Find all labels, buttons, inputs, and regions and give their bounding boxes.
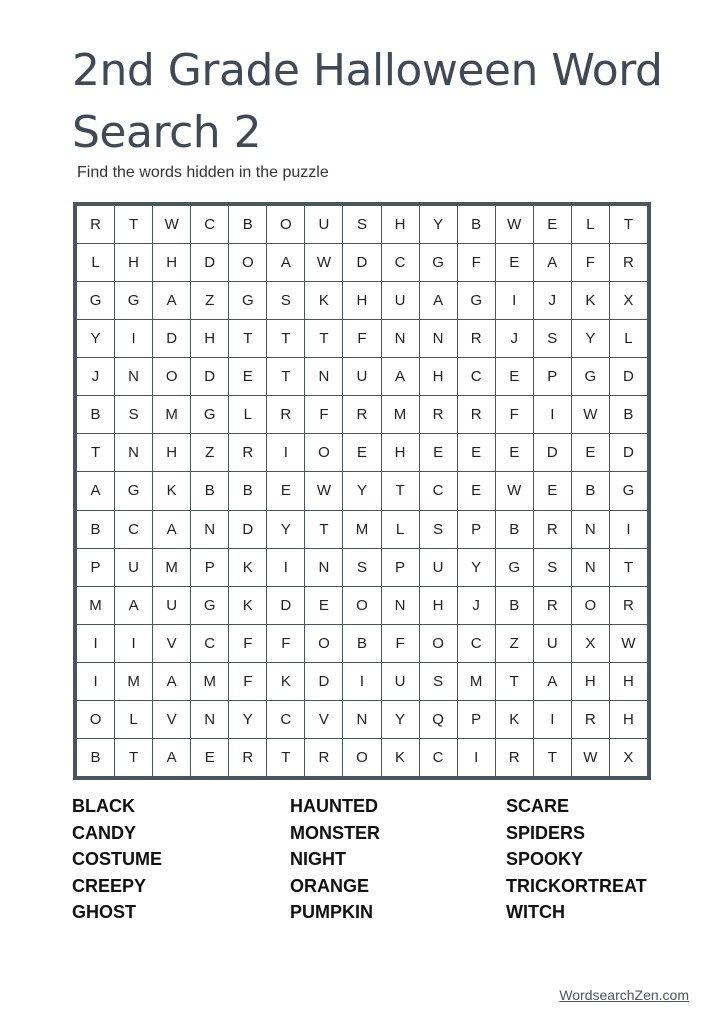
grid-row <box>77 434 648 472</box>
grid-cell[interactable]: C <box>115 510 153 548</box>
grid-cell[interactable]: H <box>191 320 229 358</box>
grid-cell[interactable]: I <box>533 700 571 738</box>
grid-cell[interactable]: N <box>305 358 343 396</box>
grid-cell[interactable]: S <box>533 320 571 358</box>
grid-cell[interactable]: H <box>609 662 647 700</box>
grid-cell[interactable]: G <box>457 282 495 320</box>
grid-cell[interactable]: P <box>457 700 495 738</box>
grid-cell[interactable]: N <box>381 586 419 624</box>
grid-cell[interactable]: X <box>609 738 647 776</box>
grid-cell[interactable]: W <box>153 206 191 244</box>
grid-cell[interactable]: S <box>343 548 381 586</box>
grid-cell[interactable]: E <box>457 434 495 472</box>
grid-cell[interactable]: L <box>77 244 115 282</box>
grid-cell[interactable]: I <box>609 510 647 548</box>
grid-cell[interactable]: T <box>533 738 571 776</box>
grid-cell[interactable]: N <box>115 434 153 472</box>
grid-cell[interactable]: A <box>533 244 571 282</box>
grid-cell[interactable]: Y <box>419 206 457 244</box>
grid-cell[interactable]: F <box>343 320 381 358</box>
grid-cell[interactable]: U <box>419 548 457 586</box>
grid-cell[interactable]: T <box>115 206 153 244</box>
grid-cell[interactable]: E <box>571 434 609 472</box>
grid-cell[interactable]: U <box>343 358 381 396</box>
grid-cell[interactable]: I <box>495 282 533 320</box>
puzzle-grid-frame <box>73 202 651 780</box>
grid-cell[interactable]: K <box>571 282 609 320</box>
grid-cell[interactable]: T <box>381 472 419 510</box>
grid-cell[interactable]: L <box>571 206 609 244</box>
grid-cell[interactable]: U <box>305 206 343 244</box>
grid-cell[interactable]: E <box>533 206 571 244</box>
grid-cell[interactable]: U <box>381 662 419 700</box>
grid-cell[interactable]: T <box>267 320 305 358</box>
grid-row <box>77 320 648 358</box>
grid-cell[interactable]: O <box>229 244 267 282</box>
grid-cell[interactable]: H <box>115 244 153 282</box>
grid-cell[interactable]: G <box>571 358 609 396</box>
grid-cell[interactable]: U <box>153 586 191 624</box>
grid-cell[interactable]: B <box>571 472 609 510</box>
grid-cell[interactable]: O <box>267 206 305 244</box>
word-item: CREEPY <box>72 875 147 896</box>
grid-cell[interactable]: N <box>381 320 419 358</box>
grid-cell[interactable]: R <box>571 700 609 738</box>
grid-cell[interactable]: F <box>229 662 267 700</box>
grid-cell[interactable]: B <box>343 624 381 662</box>
grid-cell[interactable]: B <box>609 396 647 434</box>
grid-cell[interactable]: Q <box>419 700 457 738</box>
grid-cell[interactable]: B <box>457 206 495 244</box>
grid-cell[interactable]: I <box>115 320 153 358</box>
grid-cell[interactable]: B <box>191 472 229 510</box>
grid-cell[interactable]: P <box>457 510 495 548</box>
grid-cell[interactable]: Y <box>77 320 115 358</box>
grid-cell[interactable]: T <box>229 320 267 358</box>
grid-cell[interactable]: H <box>153 434 191 472</box>
grid-cell[interactable]: B <box>77 396 115 434</box>
grid-cell[interactable]: T <box>495 662 533 700</box>
grid-cell[interactable]: T <box>267 738 305 776</box>
grid-cell[interactable]: I <box>115 624 153 662</box>
grid-cell[interactable]: T <box>115 738 153 776</box>
grid-cell[interactable]: H <box>153 244 191 282</box>
grid-cell[interactable]: E <box>267 472 305 510</box>
grid-cell[interactable]: H <box>419 358 457 396</box>
grid-cell[interactable]: D <box>343 244 381 282</box>
word-item: COSTUME <box>72 849 162 869</box>
grid-cell[interactable]: B <box>495 586 533 624</box>
grid-cell[interactable]: K <box>495 700 533 738</box>
grid-cell[interactable]: L <box>229 396 267 434</box>
grid-cell[interactable]: R <box>419 396 457 434</box>
word-item: BLACK <box>72 796 135 816</box>
grid-cell[interactable]: A <box>153 738 191 776</box>
subtitle: Find the words hidden in the puzzle <box>77 164 329 181</box>
grid-cell[interactable]: P <box>77 548 115 586</box>
grid-cell[interactable]: T <box>267 358 305 396</box>
grid-cell[interactable]: V <box>305 700 343 738</box>
grid-cell[interactable]: N <box>305 548 343 586</box>
grid-cell[interactable]: H <box>419 586 457 624</box>
grid-cell[interactable]: W <box>571 396 609 434</box>
grid-cell[interactable]: V <box>153 624 191 662</box>
grid-cell[interactable]: H <box>571 662 609 700</box>
grid-row <box>77 510 648 548</box>
grid-cell[interactable]: D <box>533 434 571 472</box>
grid-cell[interactable]: C <box>191 624 229 662</box>
grid-cell[interactable]: C <box>267 700 305 738</box>
grid-cell[interactable]: Y <box>229 700 267 738</box>
grid-cell[interactable]: F <box>571 244 609 282</box>
grid-cell[interactable]: T <box>305 510 343 548</box>
grid-cell[interactable]: I <box>267 548 305 586</box>
grid-cell[interactable]: R <box>457 320 495 358</box>
grid-cell[interactable]: Y <box>381 700 419 738</box>
word-item: TRICKORTREAT <box>506 875 647 896</box>
grid-cell[interactable]: R <box>495 738 533 776</box>
grid-cell[interactable]: F <box>457 244 495 282</box>
grid-cell[interactable]: Z <box>191 434 229 472</box>
word-column-3 <box>506 793 692 926</box>
grid-cell[interactable]: W <box>305 244 343 282</box>
grid-cell[interactable]: M <box>153 396 191 434</box>
grid-cell[interactable]: I <box>343 662 381 700</box>
grid-cell[interactable]: Y <box>343 472 381 510</box>
grid-cell[interactable]: I <box>533 396 571 434</box>
grid-cell[interactable]: J <box>457 586 495 624</box>
grid-row <box>77 548 648 586</box>
grid-cell[interactable]: W <box>495 472 533 510</box>
word-item: SPOOKY <box>506 849 584 869</box>
grid-row <box>77 396 648 434</box>
grid-cell[interactable]: I <box>457 738 495 776</box>
grid-cell[interactable]: O <box>343 586 381 624</box>
grid-cell[interactable]: R <box>77 206 115 244</box>
grid-cell[interactable]: E <box>419 434 457 472</box>
grid-row <box>77 244 648 282</box>
word-column-1 <box>72 793 290 926</box>
grid-cell[interactable]: A <box>153 282 191 320</box>
grid-cell[interactable]: O <box>77 700 115 738</box>
grid-cell[interactable]: T <box>609 548 647 586</box>
grid-cell[interactable]: E <box>533 472 571 510</box>
grid-cell[interactable]: O <box>153 358 191 396</box>
word-item: GHOST <box>72 902 137 922</box>
grid-cell[interactable]: L <box>115 700 153 738</box>
grid-cell[interactable]: S <box>419 510 457 548</box>
grid-cell[interactable]: U <box>115 548 153 586</box>
grid-cell[interactable]: H <box>609 700 647 738</box>
grid-cell[interactable]: J <box>533 282 571 320</box>
grid-cell[interactable]: U <box>533 624 571 662</box>
grid-cell[interactable]: T <box>305 320 343 358</box>
grid-cell[interactable]: C <box>381 244 419 282</box>
grid-row <box>77 662 648 700</box>
word-item: CANDY <box>72 822 137 843</box>
grid-row <box>77 700 648 738</box>
grid-cell[interactable]: B <box>77 738 115 776</box>
grid-cell[interactable]: A <box>381 358 419 396</box>
grid-cell[interactable]: M <box>77 586 115 624</box>
grid-cell[interactable]: W <box>495 206 533 244</box>
grid-cell[interactable]: B <box>495 510 533 548</box>
grid-cell[interactable]: N <box>343 700 381 738</box>
grid-cell[interactable]: C <box>419 738 457 776</box>
grid-cell[interactable]: B <box>77 510 115 548</box>
grid-cell[interactable]: P <box>533 358 571 396</box>
grid-cell[interactable]: F <box>267 624 305 662</box>
grid-cell[interactable]: L <box>609 320 647 358</box>
grid-cell[interactable]: G <box>77 282 115 320</box>
grid-cell[interactable]: K <box>305 282 343 320</box>
grid-cell[interactable]: K <box>229 586 267 624</box>
grid-cell[interactable]: E <box>229 358 267 396</box>
grid-cell[interactable]: D <box>267 586 305 624</box>
grid-cell[interactable]: N <box>419 320 457 358</box>
grid-cell[interactable]: K <box>153 472 191 510</box>
grid-cell[interactable]: I <box>267 434 305 472</box>
grid-cell[interactable]: W <box>609 624 647 662</box>
grid-cell[interactable]: G <box>115 282 153 320</box>
grid-cell[interactable]: G <box>191 396 229 434</box>
grid-cell[interactable]: N <box>571 548 609 586</box>
grid-cell[interactable]: E <box>495 244 533 282</box>
grid-cell[interactable]: R <box>267 396 305 434</box>
grid-cell[interactable]: R <box>305 738 343 776</box>
grid-cell[interactable]: A <box>153 510 191 548</box>
grid-cell[interactable]: M <box>457 662 495 700</box>
grid-cell[interactable]: F <box>495 396 533 434</box>
grid-cell[interactable]: Z <box>191 282 229 320</box>
grid-cell[interactable]: G <box>419 244 457 282</box>
word-item: MONSTER <box>290 822 380 843</box>
grid-cell[interactable]: I <box>77 662 115 700</box>
grid-cell[interactable]: P <box>191 548 229 586</box>
grid-cell[interactable]: J <box>77 358 115 396</box>
grid-cell[interactable]: E <box>495 434 533 472</box>
grid-row <box>77 358 648 396</box>
grid-cell[interactable]: K <box>267 662 305 700</box>
grid-cell[interactable]: N <box>191 510 229 548</box>
grid-cell[interactable]: T <box>77 434 115 472</box>
word-item: SCARE <box>506 796 570 816</box>
grid-cell[interactable]: R <box>343 396 381 434</box>
grid-row <box>77 624 648 662</box>
word-item: ORANGE <box>290 875 370 896</box>
word-item: HAUNTED <box>290 796 378 816</box>
grid-cell[interactable]: B <box>229 472 267 510</box>
grid-cell[interactable]: R <box>229 434 267 472</box>
grid-cell[interactable]: R <box>229 738 267 776</box>
grid-cell[interactable]: S <box>533 548 571 586</box>
grid-cell[interactable]: L <box>381 510 419 548</box>
grid-cell[interactable]: S <box>115 396 153 434</box>
grid-cell[interactable]: C <box>419 472 457 510</box>
grid-cell[interactable]: A <box>77 472 115 510</box>
grid-cell[interactable]: R <box>609 244 647 282</box>
word-item: PUMPKIN <box>290 902 374 922</box>
puzzle-grid <box>76 205 648 777</box>
grid-cell[interactable]: V <box>153 700 191 738</box>
grid-cell[interactable]: A <box>533 662 571 700</box>
grid-cell[interactable]: E <box>191 738 229 776</box>
grid-cell[interactable]: D <box>305 662 343 700</box>
grid-cell[interactable]: E <box>305 586 343 624</box>
grid-cell[interactable]: G <box>191 586 229 624</box>
grid-cell[interactable]: F <box>305 396 343 434</box>
word-list <box>72 793 692 926</box>
grid-cell[interactable]: A <box>267 244 305 282</box>
grid-cell[interactable]: M <box>153 548 191 586</box>
grid-cell[interactable]: A <box>153 662 191 700</box>
grid-cell[interactable]: S <box>419 662 457 700</box>
grid-row <box>77 586 648 624</box>
grid-cell[interactable]: R <box>533 510 571 548</box>
grid-cell[interactable]: O <box>343 738 381 776</box>
word-column-2 <box>290 793 506 926</box>
word-item: WITCH <box>506 902 565 922</box>
grid-cell[interactable]: H <box>381 434 419 472</box>
word-item: NIGHT <box>290 849 346 869</box>
word-item: SPIDERS <box>506 822 586 843</box>
grid-cell[interactable]: N <box>571 510 609 548</box>
grid-cell[interactable]: Y <box>267 510 305 548</box>
grid-cell[interactable]: C <box>191 206 229 244</box>
grid-cell[interactable]: W <box>305 472 343 510</box>
grid-cell[interactable]: B <box>229 206 267 244</box>
grid-cell[interactable]: F <box>381 624 419 662</box>
grid-cell[interactable]: R <box>609 586 647 624</box>
grid-cell[interactable]: J <box>495 320 533 358</box>
grid-cell[interactable]: M <box>191 662 229 700</box>
grid-cell[interactable]: O <box>305 624 343 662</box>
grid-cell[interactable]: M <box>381 396 419 434</box>
grid-cell[interactable]: G <box>609 472 647 510</box>
grid-cell[interactable]: E <box>343 434 381 472</box>
grid-cell[interactable]: A <box>115 586 153 624</box>
grid-cell[interactable]: O <box>419 624 457 662</box>
page-title: 2nd Grade Halloween Word Search 2 <box>72 45 663 158</box>
grid-cell[interactable]: X <box>571 624 609 662</box>
grid-cell[interactable]: G <box>229 282 267 320</box>
grid-cell[interactable]: M <box>115 662 153 700</box>
grid-cell[interactable]: D <box>609 434 647 472</box>
grid-cell[interactable]: F <box>229 624 267 662</box>
grid-row <box>77 738 648 776</box>
grid-row <box>77 206 648 244</box>
grid-cell[interactable]: N <box>115 358 153 396</box>
grid-cell[interactable]: S <box>267 282 305 320</box>
grid-cell[interactable]: C <box>457 358 495 396</box>
grid-cell[interactable]: O <box>305 434 343 472</box>
grid-cell[interactable]: R <box>457 396 495 434</box>
grid-cell[interactable]: N <box>191 700 229 738</box>
grid-cell[interactable]: H <box>343 282 381 320</box>
grid-cell[interactable]: D <box>153 320 191 358</box>
grid-cell[interactable]: P <box>381 548 419 586</box>
grid-cell[interactable]: S <box>343 206 381 244</box>
grid-cell[interactable]: X <box>609 282 647 320</box>
grid-cell[interactable]: Y <box>457 548 495 586</box>
grid-cell[interactable]: H <box>381 206 419 244</box>
grid-cell[interactable]: D <box>191 244 229 282</box>
grid-cell[interactable]: D <box>229 510 267 548</box>
grid-cell[interactable]: G <box>115 472 153 510</box>
site-link[interactable]: WordsearchZen.com <box>559 987 689 1003</box>
grid-cell[interactable]: Y <box>571 320 609 358</box>
grid-cell[interactable]: E <box>457 472 495 510</box>
grid-cell[interactable]: A <box>419 282 457 320</box>
grid-row <box>77 282 648 320</box>
grid-cell[interactable]: D <box>191 358 229 396</box>
grid-row <box>77 472 648 510</box>
grid-cell[interactable]: I <box>77 624 115 662</box>
grid-cell[interactable]: R <box>533 586 571 624</box>
grid-cell[interactable]: D <box>609 358 647 396</box>
grid-cell[interactable]: K <box>381 738 419 776</box>
grid-cell[interactable]: E <box>495 358 533 396</box>
grid-cell[interactable]: G <box>495 548 533 586</box>
grid-cell[interactable]: W <box>571 738 609 776</box>
grid-cell[interactable]: Z <box>495 624 533 662</box>
grid-cell[interactable]: M <box>343 510 381 548</box>
grid-cell[interactable]: O <box>571 586 609 624</box>
grid-cell[interactable]: C <box>457 624 495 662</box>
grid-cell[interactable]: K <box>229 548 267 586</box>
grid-cell[interactable]: U <box>381 282 419 320</box>
grid-cell[interactable]: T <box>609 206 647 244</box>
